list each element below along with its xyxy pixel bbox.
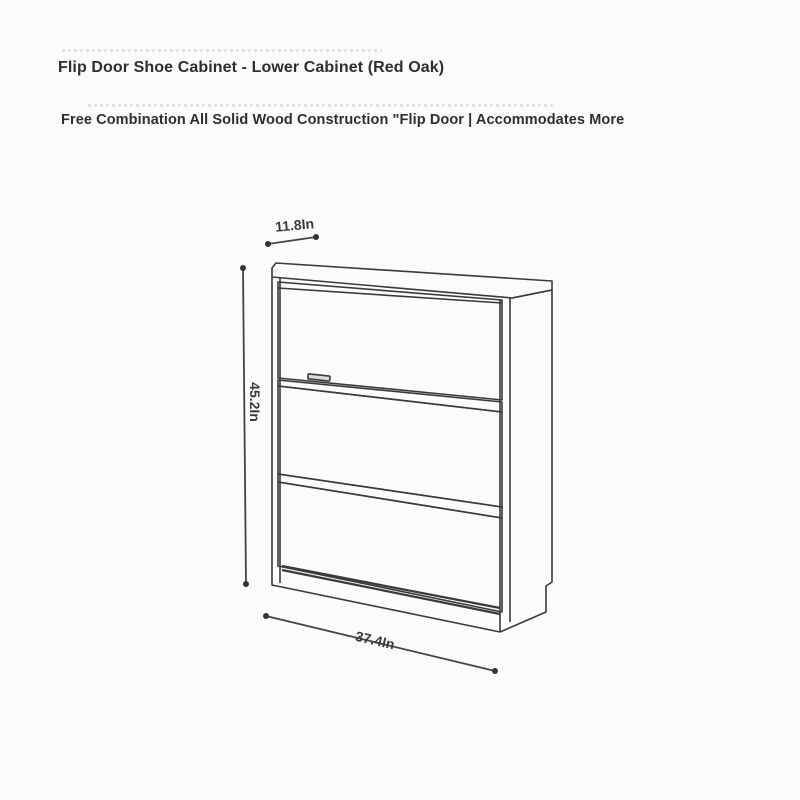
product-subtitle: Free Combination All Solid Wood Construction "Flip Door | Accommodates More [61,112,625,128]
door-1 [278,282,502,400]
depth-label: 11.8In [274,215,315,235]
cabinet-drawing [272,263,552,632]
height-label: 45.2In [247,382,263,422]
door-handle-slot [308,374,330,381]
door-2-panel [278,386,502,507]
depth-dimension [265,234,319,247]
height-dimension [240,265,249,587]
door-3 [278,474,502,518]
width-label: 37.4In [353,627,397,653]
cabinet-side-panel [500,290,552,632]
product-title: Flip Door Shoe Cabinet - Lower Cabinet (Red Oak) [58,59,445,76]
cabinet-front-outline [272,277,500,632]
